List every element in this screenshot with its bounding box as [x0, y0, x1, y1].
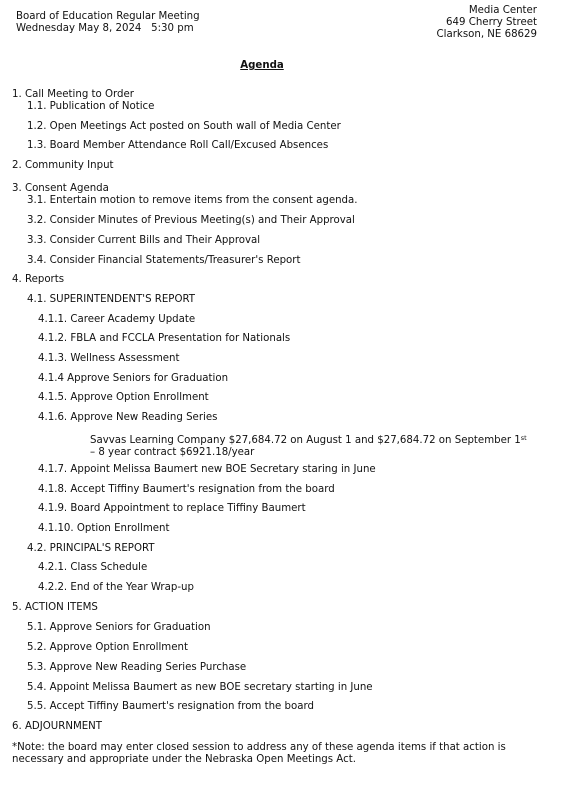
note-line-1: *Note: the board may enter closed session to address any of these agenda items if that action is — [12, 742, 506, 753]
agenda-item-5-4: 5.4. Appoint Melissa Baumert as new BOE secretary starting in June — [27, 682, 373, 693]
ordinal-suffix: st — [520, 434, 527, 442]
agenda-item-4-1-8: 4.1.8. Accept Tiffiny Baumert's resignation from the board — [38, 484, 335, 495]
agenda-item-1-1: 1.1. Publication of Notice — [27, 101, 155, 112]
agenda-item-2: 2. Community Input — [12, 160, 114, 171]
agenda-item-4-1-10: 4.1.10. Option Enrollment — [38, 523, 170, 534]
agenda-item-4-1-7: 4.1.7. Appoint Melissa Baumert new BOE Secretary staring in June — [38, 464, 376, 475]
agenda-item-5-2: 5.2. Approve Option Enrollment — [27, 642, 188, 653]
agenda-item-3-2: 3.2. Consider Minutes of Previous Meeting(s) and Their Approval — [27, 215, 355, 226]
agenda-item-4-1-2: 4.1.2. FBLA and FCCLA Presentation for Nationals — [38, 333, 291, 344]
agenda-item-4-1-5: 4.1.5. Approve Option Enrollment — [38, 392, 209, 403]
agenda-item-3-1: 3.1. Entertain motion to remove items from the consent agenda. — [27, 195, 358, 206]
agenda-item-5: 5. ACTION ITEMS — [12, 602, 98, 613]
agenda-item-3: 3. Consent Agenda — [12, 183, 109, 194]
agenda-item-4-1-3: 4.1.3. Wellness Assessment — [38, 353, 180, 364]
agenda-item-4-1-9: 4.1.9. Board Appointment to replace Tiffiny Baumert — [38, 503, 306, 514]
agenda-item-5-5: 5.5. Accept Tiffiny Baumert's resignation from the board — [27, 701, 314, 712]
agenda-item-1-3: 1.3. Board Member Attendance Roll Call/Excused Absences — [27, 140, 329, 151]
note-line-2: necessary and appropriate under the Nebraska Open Meetings Act. — [12, 754, 356, 765]
agenda-item-4-1-1: 4.1.1. Career Academy Update — [38, 314, 196, 325]
agenda-item-5-3: 5.3. Approve New Reading Series Purchase — [27, 662, 247, 673]
agenda-item-5-1: 5.1. Approve Seniors for Graduation — [27, 622, 211, 633]
agenda-item-4-2-2: 4.2.2. End of the Year Wrap-up — [38, 582, 194, 593]
agenda-title: Agenda — [240, 60, 284, 71]
reading-series-contract-line: – 8 year contract $6921.18/year — [90, 447, 255, 458]
agenda-item-4-2: 4.2. PRINCIPAL'S REPORT — [27, 543, 155, 554]
agenda-item-4-1-6: 4.1.6. Approve New Reading Series — [38, 412, 218, 423]
meeting-title: Board of Education Regular Meeting — [16, 11, 200, 22]
closed-session-note — [12, 742, 552, 766]
meeting-date: Wednesday May 8, 2024 5:30 pm — [16, 23, 194, 34]
agenda-item-1: 1. Call Meeting to Order — [12, 89, 134, 100]
agenda-item-4-1-4: 4.1.4 Approve Seniors for Graduation — [38, 373, 229, 384]
reading-series-cost-text: Savvas Learning Company $27,684.72 on August 1 and $27,684.72 on September 1 — [90, 435, 521, 446]
agenda-item-4-2-1: 4.2.1. Class Schedule — [38, 562, 148, 573]
location-street: 649 Cherry Street — [446, 17, 537, 28]
location-name: Media Center — [468, 5, 537, 16]
location-city: Clarkson, NE 68629 — [436, 29, 537, 40]
agenda-item-3-4: 3.4. Consider Financial Statements/Treasurer's Report — [27, 255, 301, 266]
reading-series-cost-line — [90, 435, 527, 447]
agenda-item-4-1: 4.1. SUPERINTENDENT'S REPORT — [27, 294, 196, 305]
agenda-item-4: 4. Reports — [12, 274, 65, 285]
agenda-item-3-3: 3.3. Consider Current Bills and Their Approval — [27, 235, 261, 246]
agenda-item-1-2: 1.2. Open Meetings Act posted on South wall of Media Center — [27, 121, 341, 132]
agenda-item-6: 6. ADJOURNMENT — [12, 721, 103, 732]
